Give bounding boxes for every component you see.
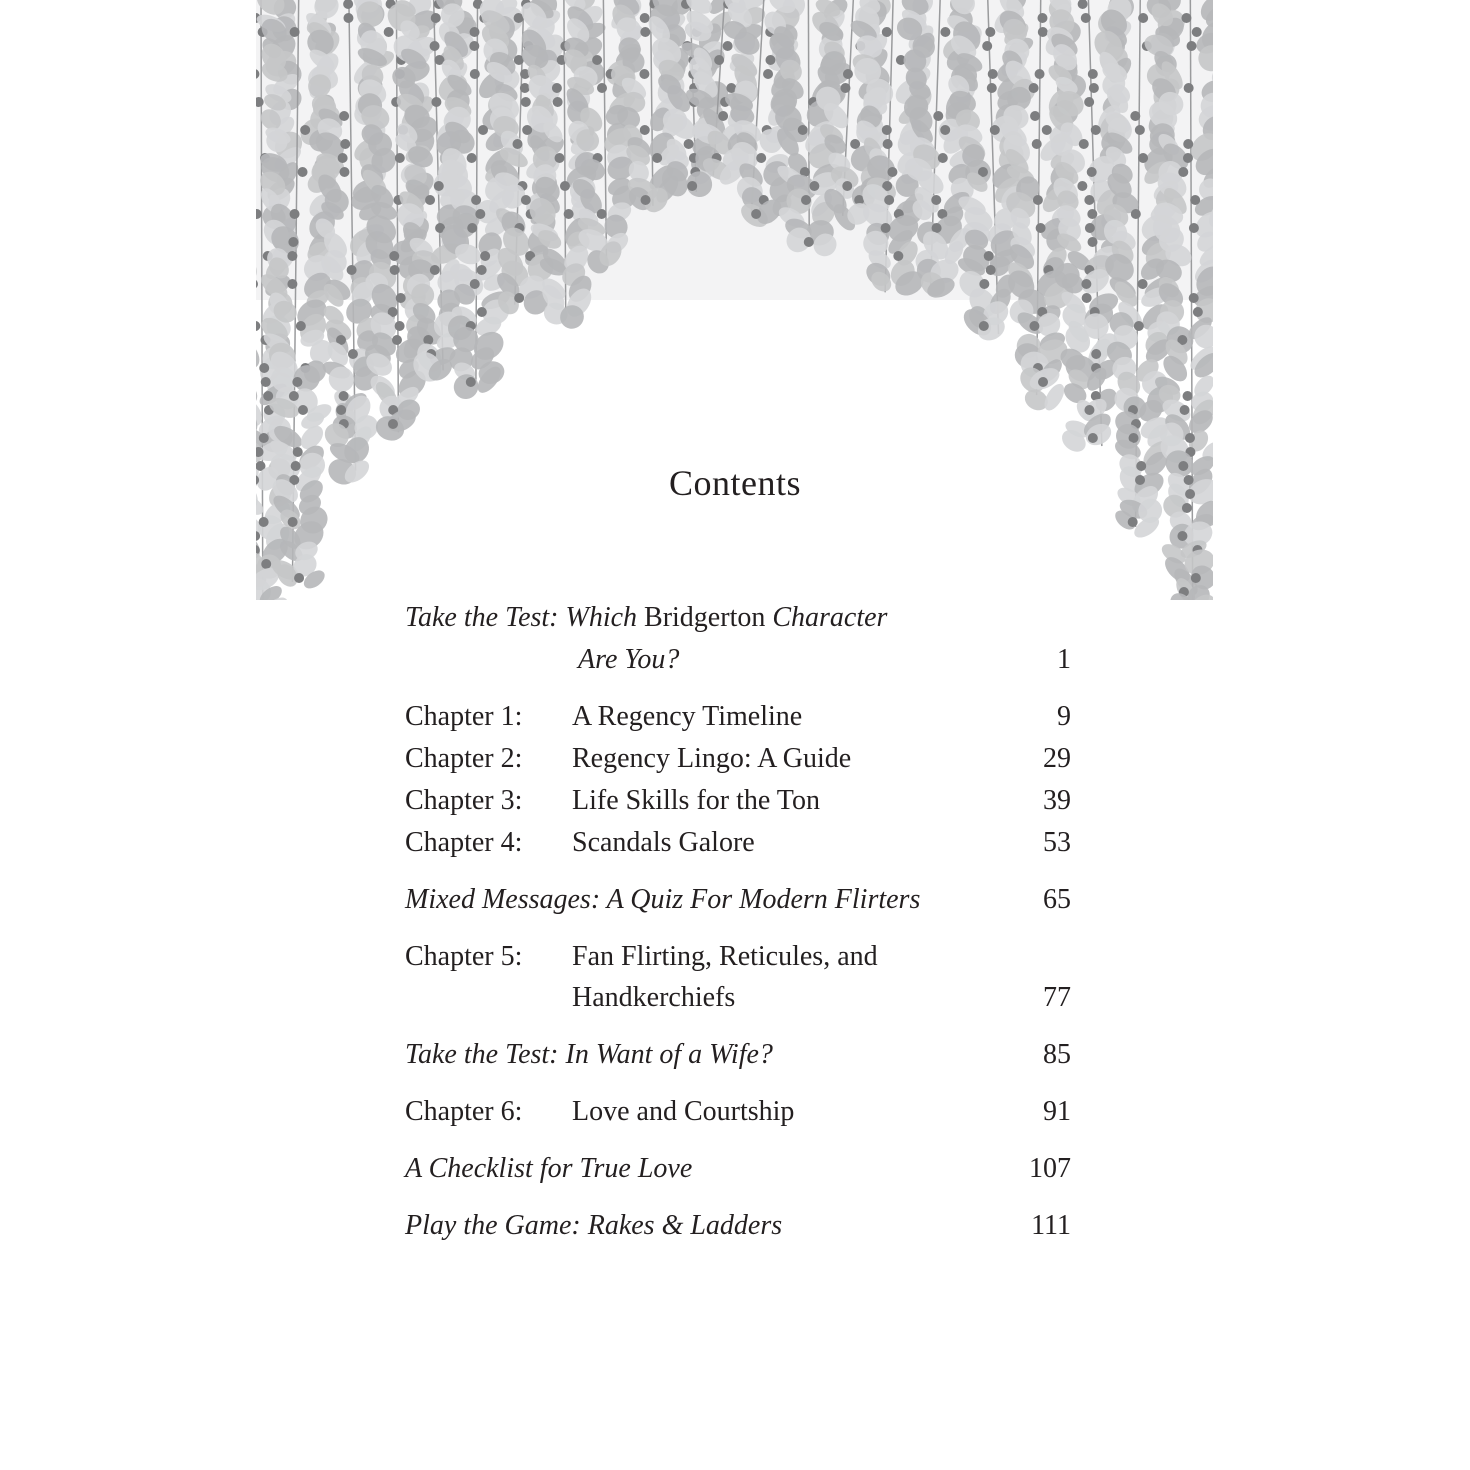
bud — [1189, 293, 1199, 303]
chapter-label: Chapter 2: — [405, 743, 523, 774]
bud — [469, 41, 479, 51]
bud — [1033, 195, 1043, 205]
wisteria-illustration — [256, 0, 1213, 600]
bud — [1089, 83, 1099, 93]
bud — [396, 293, 406, 303]
bud — [938, 153, 948, 163]
bud — [639, 69, 649, 79]
bud — [1029, 321, 1039, 331]
page-number: 29 — [1043, 743, 1071, 774]
bud — [521, 195, 531, 205]
bud — [932, 223, 942, 233]
bud — [1193, 307, 1203, 317]
bud — [552, 83, 562, 93]
chapter-title-line2: Handkerchiefs — [572, 982, 736, 1013]
bud — [882, 125, 892, 135]
bud — [1128, 517, 1138, 527]
page-number: 53 — [1043, 827, 1071, 858]
page-number: 91 — [1043, 1096, 1071, 1127]
bud — [477, 307, 487, 317]
bud — [560, 181, 570, 191]
bud — [809, 181, 819, 191]
bud — [1032, 139, 1042, 149]
bud — [1131, 209, 1141, 219]
bud — [475, 209, 485, 219]
bud — [1192, 27, 1202, 37]
title-part: Character — [765, 602, 888, 633]
bud — [522, 125, 532, 135]
bud — [640, 27, 650, 37]
bud — [1088, 237, 1098, 247]
bud — [1036, 223, 1046, 233]
section-title: Mixed Messages: A Quiz For Modern Flirters — [405, 884, 921, 915]
bud — [471, 195, 481, 205]
bud — [1029, 83, 1039, 93]
bud — [555, 153, 565, 163]
bud — [290, 27, 300, 37]
bud — [804, 237, 814, 247]
bud — [985, 27, 995, 37]
bud — [1183, 139, 1193, 149]
bud — [467, 223, 477, 233]
bud — [1091, 125, 1101, 135]
bud — [347, 265, 357, 275]
bud — [1185, 433, 1195, 443]
section-title: Take the Test: In Want of a Wife? — [405, 1039, 773, 1070]
bud — [756, 153, 766, 163]
bud — [1081, 13, 1091, 23]
bud — [287, 279, 297, 289]
bud — [425, 195, 435, 205]
bud — [1189, 223, 1199, 233]
bud — [893, 251, 903, 261]
bud — [887, 167, 897, 177]
bud — [293, 447, 303, 457]
bud — [592, 55, 602, 65]
bud — [1182, 503, 1192, 513]
bud — [513, 139, 523, 149]
bud — [263, 391, 273, 401]
chapter-label: Chapter 1: — [405, 701, 523, 732]
bud — [470, 27, 480, 37]
bud — [882, 27, 892, 37]
chapter-title: Fan Flirting, Reticules, and — [572, 941, 878, 972]
bud — [520, 83, 530, 93]
bud — [640, 13, 650, 23]
bud — [881, 223, 891, 233]
petal — [256, 368, 258, 407]
bud — [1180, 405, 1190, 415]
contents-heading: Contents — [668, 463, 801, 503]
bud — [431, 97, 441, 107]
bud — [1087, 167, 1097, 177]
bud — [261, 559, 271, 569]
bud — [931, 195, 941, 205]
bud — [979, 279, 989, 289]
bud — [395, 321, 405, 331]
bud — [763, 69, 773, 79]
bud — [640, 125, 650, 135]
bud — [840, 83, 850, 93]
page-number: 77 — [1043, 982, 1071, 1013]
bud — [514, 293, 524, 303]
bud — [842, 181, 852, 191]
bud — [477, 265, 487, 275]
chapter-label: Chapter 6: — [405, 1096, 523, 1127]
bud — [1183, 391, 1193, 401]
bud — [1081, 279, 1091, 289]
bud — [553, 97, 563, 107]
bud — [298, 167, 308, 177]
title-part: Take the Test: Which — [405, 602, 645, 633]
bud — [392, 335, 402, 345]
bud — [395, 153, 405, 163]
page-number: 65 — [1043, 884, 1071, 915]
bud — [339, 391, 349, 401]
bud — [884, 195, 894, 205]
bud — [641, 195, 651, 205]
bud — [521, 97, 531, 107]
bud — [470, 69, 480, 79]
bud — [765, 55, 775, 65]
bud — [466, 377, 476, 387]
chapter-label: Chapter 5: — [405, 941, 523, 972]
bud — [289, 391, 299, 401]
page-number: 107 — [1029, 1153, 1071, 1184]
bud — [1038, 377, 1048, 387]
bud — [751, 209, 761, 219]
bud — [940, 27, 950, 37]
bud — [294, 573, 304, 583]
bud — [940, 125, 950, 135]
chapter-title: Life Skills for the Ton — [572, 785, 820, 816]
bud — [384, 27, 394, 37]
bud — [256, 321, 260, 331]
bud — [336, 405, 346, 415]
bud — [298, 405, 308, 415]
bud — [718, 111, 728, 121]
bud — [431, 13, 441, 23]
bud — [723, 41, 733, 51]
bud — [1138, 279, 1148, 289]
bud — [687, 181, 697, 191]
bud — [261, 377, 271, 387]
bud — [988, 69, 998, 79]
bud — [1035, 69, 1045, 79]
bud — [1178, 167, 1188, 177]
bud — [986, 265, 996, 275]
bud — [564, 209, 574, 219]
bud — [339, 167, 349, 177]
bud — [984, 251, 994, 261]
bud — [684, 139, 694, 149]
page-number: 39 — [1043, 785, 1071, 816]
bud — [338, 153, 348, 163]
bud — [1130, 111, 1140, 121]
bud — [1084, 405, 1094, 415]
bud — [1077, 181, 1087, 191]
bud — [1084, 195, 1094, 205]
bud — [883, 139, 893, 149]
bud — [259, 363, 269, 373]
bud — [1138, 13, 1148, 23]
bud — [1138, 153, 1148, 163]
bud — [1085, 223, 1095, 233]
bud — [467, 153, 477, 163]
bud — [290, 209, 300, 219]
bud — [296, 321, 306, 331]
bud — [1079, 139, 1089, 149]
bud — [470, 279, 480, 289]
bud — [987, 83, 997, 93]
bud — [933, 111, 943, 121]
bud — [430, 265, 440, 275]
bud — [714, 55, 724, 65]
chapter-title: Scandals Galore — [572, 827, 755, 858]
bud — [434, 181, 444, 191]
page-number: 1 — [1057, 644, 1071, 675]
bud — [652, 153, 662, 163]
bud — [597, 209, 607, 219]
bud — [348, 349, 358, 359]
bud — [287, 251, 297, 261]
bud — [1184, 83, 1194, 93]
bud — [1084, 97, 1094, 107]
bud — [390, 265, 400, 275]
bud — [288, 517, 298, 527]
bud — [430, 41, 440, 51]
bud — [1183, 153, 1193, 163]
bud — [1181, 13, 1191, 23]
bud — [343, 13, 353, 23]
bud — [292, 377, 302, 387]
bud — [798, 125, 808, 135]
bud — [1135, 125, 1145, 135]
bud — [1042, 125, 1052, 135]
bud — [1177, 531, 1187, 541]
bud — [339, 111, 349, 121]
bud — [1091, 349, 1101, 359]
bud — [1134, 321, 1144, 331]
bud — [288, 237, 298, 247]
bud — [597, 83, 607, 93]
chapter-title: A Regency Timeline — [572, 701, 803, 732]
page-number: 111 — [1031, 1210, 1071, 1241]
bud — [478, 125, 488, 135]
chapter-title: Regency Lingo: A Guide — [572, 743, 852, 774]
bud — [388, 419, 398, 429]
chapter-label: Chapter 3: — [405, 785, 523, 816]
bud — [990, 125, 1000, 135]
bud — [1187, 41, 1197, 51]
bud — [300, 125, 310, 135]
chapter-label: Chapter 4: — [405, 827, 523, 858]
entry-title-line2: Are You? — [578, 644, 680, 675]
bud — [979, 321, 989, 331]
section-title: Play the Game: Rakes & Ladders — [405, 1210, 783, 1241]
bud — [259, 517, 269, 527]
title-part-roman: Bridgerton — [644, 602, 766, 633]
bud — [801, 195, 811, 205]
bud — [259, 433, 269, 443]
bud — [1030, 111, 1040, 121]
bud — [982, 41, 992, 51]
bud — [340, 139, 350, 149]
bud — [1088, 69, 1098, 79]
bud — [423, 335, 433, 345]
bud — [1037, 13, 1047, 23]
entry-title-line1 — [405, 601, 887, 635]
section-title: A Checklist for True Love — [405, 1153, 693, 1184]
bud — [1190, 195, 1200, 205]
bud — [1088, 433, 1098, 443]
chapter-title: Love and Courtship — [572, 1096, 795, 1127]
bud — [480, 251, 490, 261]
bud — [843, 69, 853, 79]
page-number: 9 — [1057, 701, 1071, 732]
bud — [1038, 27, 1048, 37]
bud — [1191, 573, 1201, 583]
bud — [389, 251, 399, 261]
page-number: 85 — [1043, 1039, 1071, 1070]
bud — [1082, 293, 1092, 303]
